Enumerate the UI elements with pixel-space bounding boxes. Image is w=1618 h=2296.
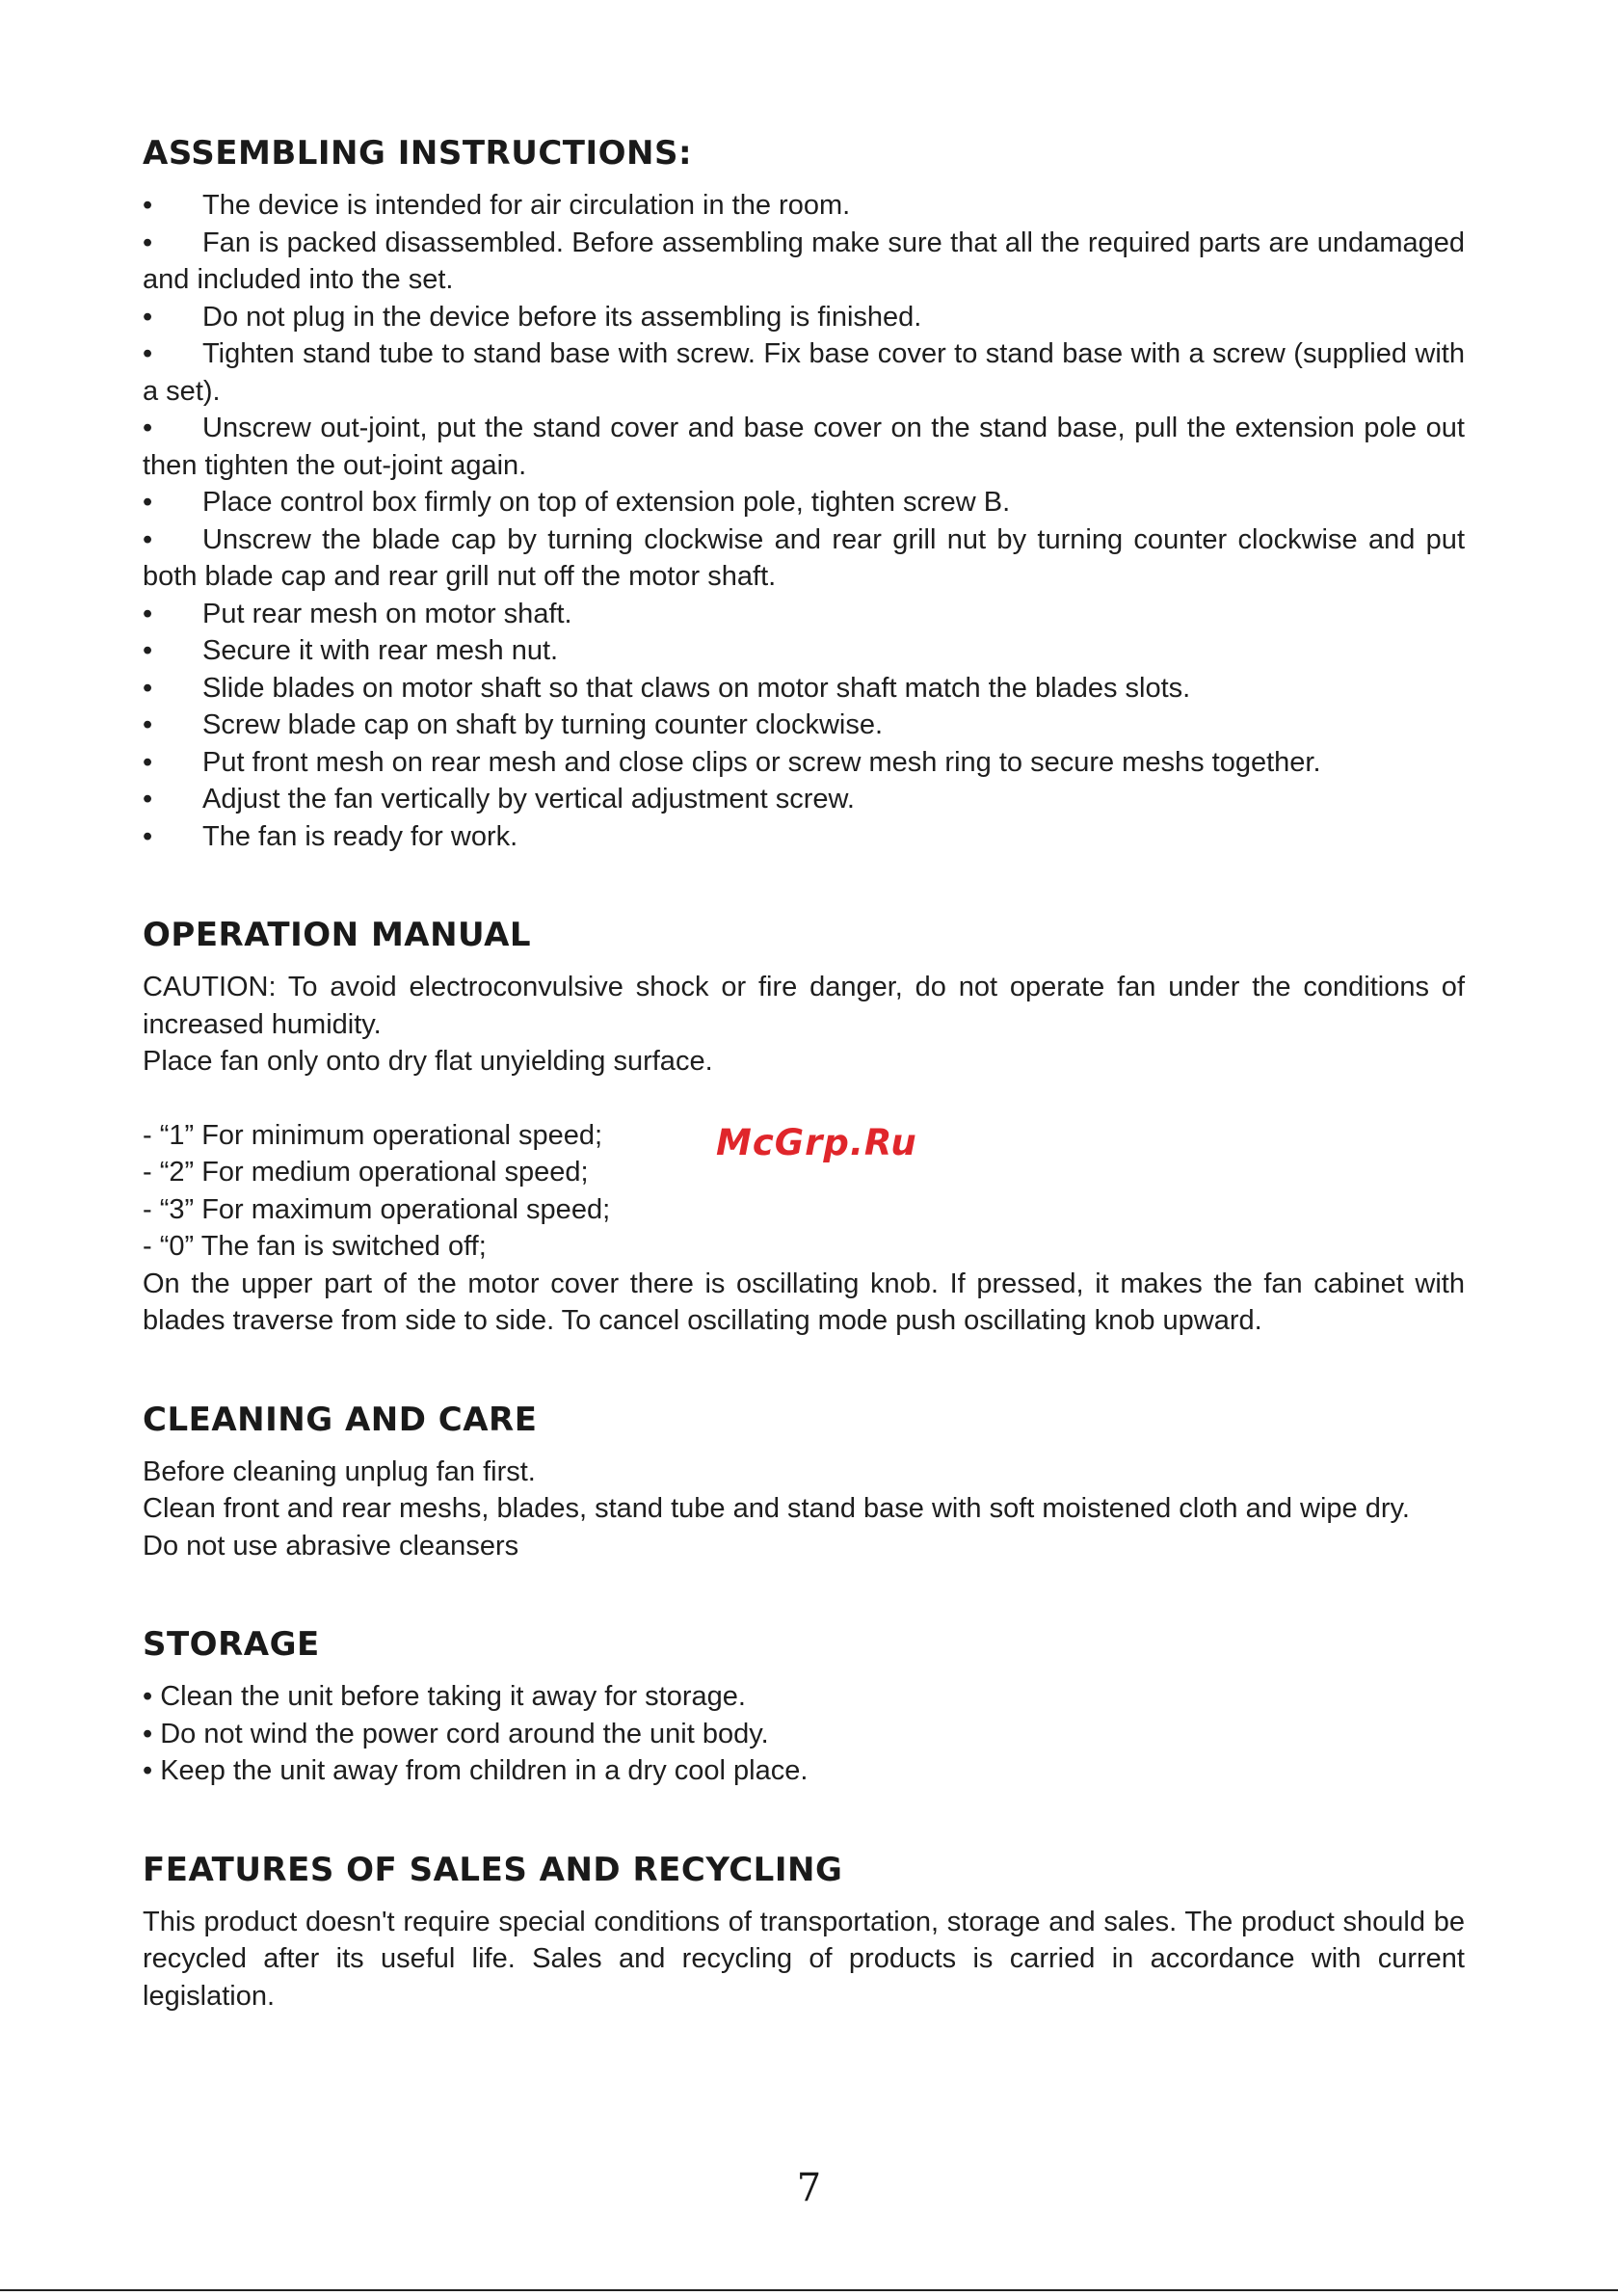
storage-list [143, 1678, 1465, 1790]
bullet-icon: • [143, 784, 153, 814]
document-page [143, 125, 1465, 2067]
storage-title: STORAGE [143, 1625, 320, 1664]
caution-text: CAUTION: To avoid electroconvulsive shock or fire danger, do not operate fan under the conditions of increased humidity. [143, 972, 1465, 1040]
list-item: • Put rear mesh on motor shaft. [143, 596, 1465, 633]
list-item: • The device is intended for air circulation in the room. [143, 187, 1465, 225]
bullet-icon: • [143, 413, 153, 443]
features-title: FEATURES OF SALES AND RECYCLING [143, 1850, 843, 1889]
page-number: 7 [796, 2166, 822, 2210]
watermark-logo: McGrp.Ru [716, 1122, 917, 1163]
placement-text: Place fan only onto dry flat unyielding surface. [143, 1046, 713, 1077]
assembling-title: ASSEMBLING INSTRUCTIONS: [143, 134, 693, 173]
list-item: • The fan is ready for work. [143, 818, 1465, 856]
list-item: • Place control box firmly on top of extension pole, tighten screw B. [143, 484, 1465, 521]
features-section [143, 1842, 1465, 2016]
list-item: • Do not plug in the device before its assembling is finished. [143, 299, 1465, 336]
cleaning-line: Do not use abrasive cleansers [143, 1530, 519, 1562]
oscillation-text: On the upper part of the motor cover there is oscillating knob. If pressed, it makes the fan cabinet with blades traverse from side to side. To cancel oscillating mode push oscillating knob upward. [143, 1268, 1465, 1336]
list-item: • Fan is packed disassembled. Before assembling make sure that all the required parts are undamaged and included into the set. [143, 225, 1465, 299]
cleaning-title: CLEANING AND CARE [143, 1400, 538, 1439]
storage-section [143, 1616, 1465, 1790]
bullet-icon: • [143, 635, 153, 666]
bullet-icon: • [143, 523, 153, 555]
list-item: • Unscrew the blade cap by turning clockwise and rear grill nut by turning counter clockwise and put both blade cap and rear grill nut off the motor shaft. [143, 521, 1465, 596]
bullet-icon: • [143, 820, 153, 852]
list-item: • Slide blades on motor shaft so that claws on motor shaft match the blades slots. [143, 670, 1465, 707]
bullet-icon: • [143, 709, 153, 740]
list-item: • Adjust the fan vertically by vertical adjustment screw. [143, 781, 1465, 818]
bullet-icon: • [143, 672, 153, 704]
cleaning-line: Clean front and rear meshs, blades, stand tube and stand base with soft moistened cloth and wipe dry. [143, 1493, 1410, 1524]
list-item: • Keep the unit away from children in a dry cool place. [143, 1755, 809, 1786]
bullet-icon: • [143, 227, 153, 258]
list-item: - “2” For medium operational speed; [143, 1157, 589, 1188]
bullet-icon: • [143, 338, 153, 369]
bullet-icon: • [143, 746, 153, 778]
list-item: - “1” For minimum operational speed; [143, 1119, 603, 1151]
assembling-list [143, 187, 1465, 855]
cleaning-line: Before cleaning unplug fan first. [143, 1455, 536, 1487]
bullet-icon: • [143, 301, 153, 333]
features-text: This product doesn't require special conditions of transportation, storage and sales. The product should be recycled after its useful life. Sales and recycling of products is carried in accordance with current legislation. [143, 1906, 1465, 2012]
list-item: • Screw blade cap on shaft by turning counter clockwise. [143, 707, 1465, 744]
operation-title: OPERATION MANUAL [143, 916, 532, 954]
list-item: • Unscrew out-joint, put the stand cover and base cover on the stand base, pull the extension pole out then tighten the out-joint again. [143, 410, 1465, 484]
list-item: • Secure it with rear mesh nut. [143, 632, 1465, 670]
list-item: • Clean the unit before taking it away for storage. [143, 1681, 746, 1712]
list-item: - “0” The fan is switched off; [143, 1231, 487, 1262]
list-item: • Do not wind the power cord around the unit body. [143, 1718, 769, 1749]
bullet-icon: • [143, 598, 153, 629]
bullet-icon: • [143, 190, 153, 221]
bullet-icon: • [143, 487, 153, 518]
assembling-section [143, 125, 1465, 855]
cleaning-section [143, 1392, 1465, 1565]
bottom-rule [0, 2289, 1618, 2291]
list-item: - “3” For maximum operational speed; [143, 1193, 611, 1225]
list-item: • Put front mesh on rear mesh and close clips or screw mesh ring to secure meshs together. [143, 744, 1465, 782]
spacer [143, 1081, 1465, 1117]
list-item: • Tighten stand tube to stand base with screw. Fix base cover to stand base with a screw (supplied with a set). [143, 335, 1465, 410]
